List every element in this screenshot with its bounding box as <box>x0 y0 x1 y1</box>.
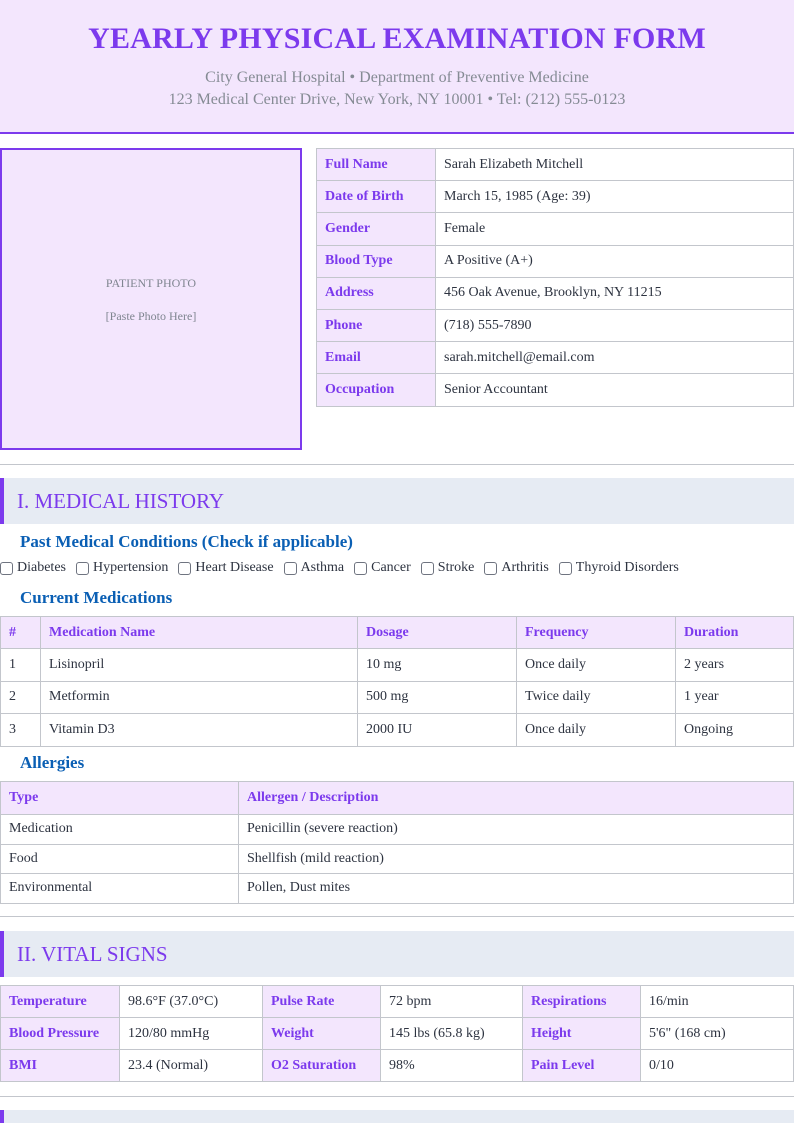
cell[interactable]: Pollen, Dust mites <box>239 874 794 904</box>
info-row-address <box>317 277 794 309</box>
allergies-table <box>0 781 794 904</box>
column-header: Dosage <box>358 617 517 649</box>
hospital-address: 123 Medical Center Drive, New York, NY 10001 • Tel: (212) 555-0123 <box>168 91 626 108</box>
vital-label: O2 Saturation <box>263 1050 381 1082</box>
condition-heart-disease[interactable] <box>178 560 273 576</box>
vital-signs-table <box>0 985 794 1082</box>
table-row <box>1 1050 794 1082</box>
condition-label: Stroke <box>437 560 475 575</box>
info-label: Email <box>317 342 436 374</box>
cell[interactable]: Twice daily <box>517 681 676 713</box>
info-label: Address <box>317 277 436 309</box>
info-value[interactable]: 456 Oak Avenue, Brooklyn, NY 11215 <box>436 277 794 309</box>
vital-label: Blood Pressure <box>1 1018 120 1050</box>
info-value[interactable]: sarah.mitchell@email.com <box>436 342 794 374</box>
table-row <box>1 815 794 845</box>
condition-label: Asthma <box>300 560 345 575</box>
column-header: Type <box>1 782 239 815</box>
photo-placeholder: [Paste Photo Here] <box>105 309 197 323</box>
section-divider <box>0 1096 794 1097</box>
vital-value[interactable]: 98.6°F (37.0°C) <box>120 986 263 1018</box>
condition-diabetes[interactable] <box>0 560 66 576</box>
info-value[interactable]: A Positive (A+) <box>436 245 794 277</box>
section-title: I. MEDICAL HISTORY <box>17 489 225 513</box>
table-header-row <box>1 617 794 649</box>
info-row-blood-type <box>317 245 794 277</box>
info-row-full-name <box>317 149 794 181</box>
vital-label: BMI <box>1 1050 120 1082</box>
vital-value[interactable]: 5'6" (168 cm) <box>641 1018 794 1050</box>
vital-label: Pain Level <box>523 1050 641 1082</box>
condition-hypertension[interactable] <box>76 560 168 576</box>
checkbox[interactable] <box>559 562 572 575</box>
condition-stroke[interactable] <box>421 560 475 576</box>
form-title: YEARLY PHYSICAL EXAMINATION FORM <box>88 22 706 55</box>
medications-heading: Current Medications <box>20 588 173 607</box>
cell[interactable]: Penicillin (severe reaction) <box>239 815 794 845</box>
info-row-phone <box>317 309 794 341</box>
column-header: Allergen / Description <box>239 782 794 815</box>
checkbox[interactable] <box>484 562 497 575</box>
info-value[interactable]: March 15, 1985 (Age: 39) <box>436 181 794 213</box>
cell[interactable]: Metformin <box>41 681 358 713</box>
vital-value[interactable]: 16/min <box>641 986 794 1018</box>
checkbox[interactable] <box>76 562 89 575</box>
info-row-gender <box>317 213 794 245</box>
cell[interactable]: 500 mg <box>358 681 517 713</box>
table-row <box>1 844 794 874</box>
checkbox[interactable] <box>421 562 434 575</box>
vital-label: Pulse Rate <box>263 986 381 1018</box>
checkbox[interactable] <box>284 562 297 575</box>
cell[interactable]: Once daily <box>517 714 676 746</box>
condition-label: Thyroid Disorders <box>575 560 679 575</box>
info-value[interactable]: Female <box>436 213 794 245</box>
table-row <box>1 1018 794 1050</box>
column-header: Frequency <box>517 617 676 649</box>
info-row-email <box>317 342 794 374</box>
form-header <box>0 0 794 134</box>
section-title: II. VITAL SIGNS <box>17 942 168 966</box>
vital-value[interactable]: 98% <box>381 1050 523 1082</box>
condition-arthritis[interactable] <box>484 560 548 576</box>
photo-label: PATIENT PHOTO <box>105 276 197 290</box>
info-label: Phone <box>317 309 436 341</box>
column-header: Medication Name <box>41 617 358 649</box>
info-label: Date of Birth <box>317 181 436 213</box>
section-header-next <box>0 1110 794 1123</box>
section-header-vital-signs <box>0 931 794 977</box>
hospital-department: City General Hospital • Department of Preventive Medicine <box>205 69 589 86</box>
vital-value[interactable]: 23.4 (Normal) <box>120 1050 263 1082</box>
section-divider <box>0 464 794 465</box>
cell[interactable]: 10 mg <box>358 649 517 681</box>
info-value[interactable]: Senior Accountant <box>436 374 794 406</box>
conditions-checklist <box>0 560 689 576</box>
allergies-heading: Allergies <box>20 753 85 772</box>
info-label: Occupation <box>317 374 436 406</box>
info-value[interactable]: (718) 555-7890 <box>436 309 794 341</box>
cell[interactable]: 2 years <box>676 649 794 681</box>
vital-value[interactable]: 120/80 mmHg <box>120 1018 263 1050</box>
info-label: Blood Type <box>317 245 436 277</box>
cell[interactable]: Shellfish (mild reaction) <box>239 844 794 874</box>
cell[interactable]: Vitamin D3 <box>41 714 358 746</box>
checkbox[interactable] <box>354 562 367 575</box>
condition-asthma[interactable] <box>284 560 345 576</box>
table-row <box>1 714 794 746</box>
condition-label: Hypertension <box>92 560 169 575</box>
cell[interactable]: Food <box>1 844 239 874</box>
condition-label: Cancer <box>371 560 411 575</box>
patient-photo-box[interactable] <box>0 148 302 450</box>
condition-label: Arthritis <box>501 560 549 575</box>
cell: 2 <box>1 681 41 713</box>
condition-label: Diabetes <box>17 560 66 575</box>
section-divider <box>0 916 794 917</box>
cell[interactable]: 2000 IU <box>358 714 517 746</box>
column-header: Duration <box>676 617 794 649</box>
cell[interactable]: Lisinopril <box>41 649 358 681</box>
info-value[interactable]: Sarah Elizabeth Mitchell <box>436 149 794 181</box>
vital-label: Temperature <box>1 986 120 1018</box>
cell: 1 <box>1 649 41 681</box>
conditions-heading: Past Medical Conditions (Check if applicable) <box>20 532 353 551</box>
medications-table <box>0 616 794 747</box>
table-header-row <box>1 782 794 815</box>
checkbox[interactable] <box>178 562 191 575</box>
vital-value[interactable]: 145 lbs (65.8 kg) <box>381 1018 523 1050</box>
cell[interactable]: Once daily <box>517 649 676 681</box>
table-row <box>1 681 794 713</box>
patient-info-table <box>316 148 794 407</box>
checkbox[interactable] <box>0 562 13 575</box>
table-row <box>1 649 794 681</box>
cell: 3 <box>1 714 41 746</box>
cell[interactable]: 1 year <box>676 681 794 713</box>
cell[interactable]: Medication <box>1 815 239 845</box>
column-header: # <box>1 617 41 649</box>
vital-value[interactable]: 0/10 <box>641 1050 794 1082</box>
info-row-dob <box>317 181 794 213</box>
section-header-medical-history <box>0 478 794 524</box>
condition-thyroid-disorders[interactable] <box>559 560 679 576</box>
table-row <box>1 874 794 904</box>
condition-cancer[interactable] <box>354 560 411 576</box>
cell[interactable]: Environmental <box>1 874 239 904</box>
vital-label: Weight <box>263 1018 381 1050</box>
info-row-occupation <box>317 374 794 406</box>
table-row <box>1 986 794 1018</box>
vital-label: Respirations <box>523 986 641 1018</box>
vital-value[interactable]: 72 bpm <box>381 986 523 1018</box>
cell[interactable]: Ongoing <box>676 714 794 746</box>
vital-label: Height <box>523 1018 641 1050</box>
info-label: Full Name <box>317 149 436 181</box>
info-label: Gender <box>317 213 436 245</box>
condition-label: Heart Disease <box>195 560 274 575</box>
